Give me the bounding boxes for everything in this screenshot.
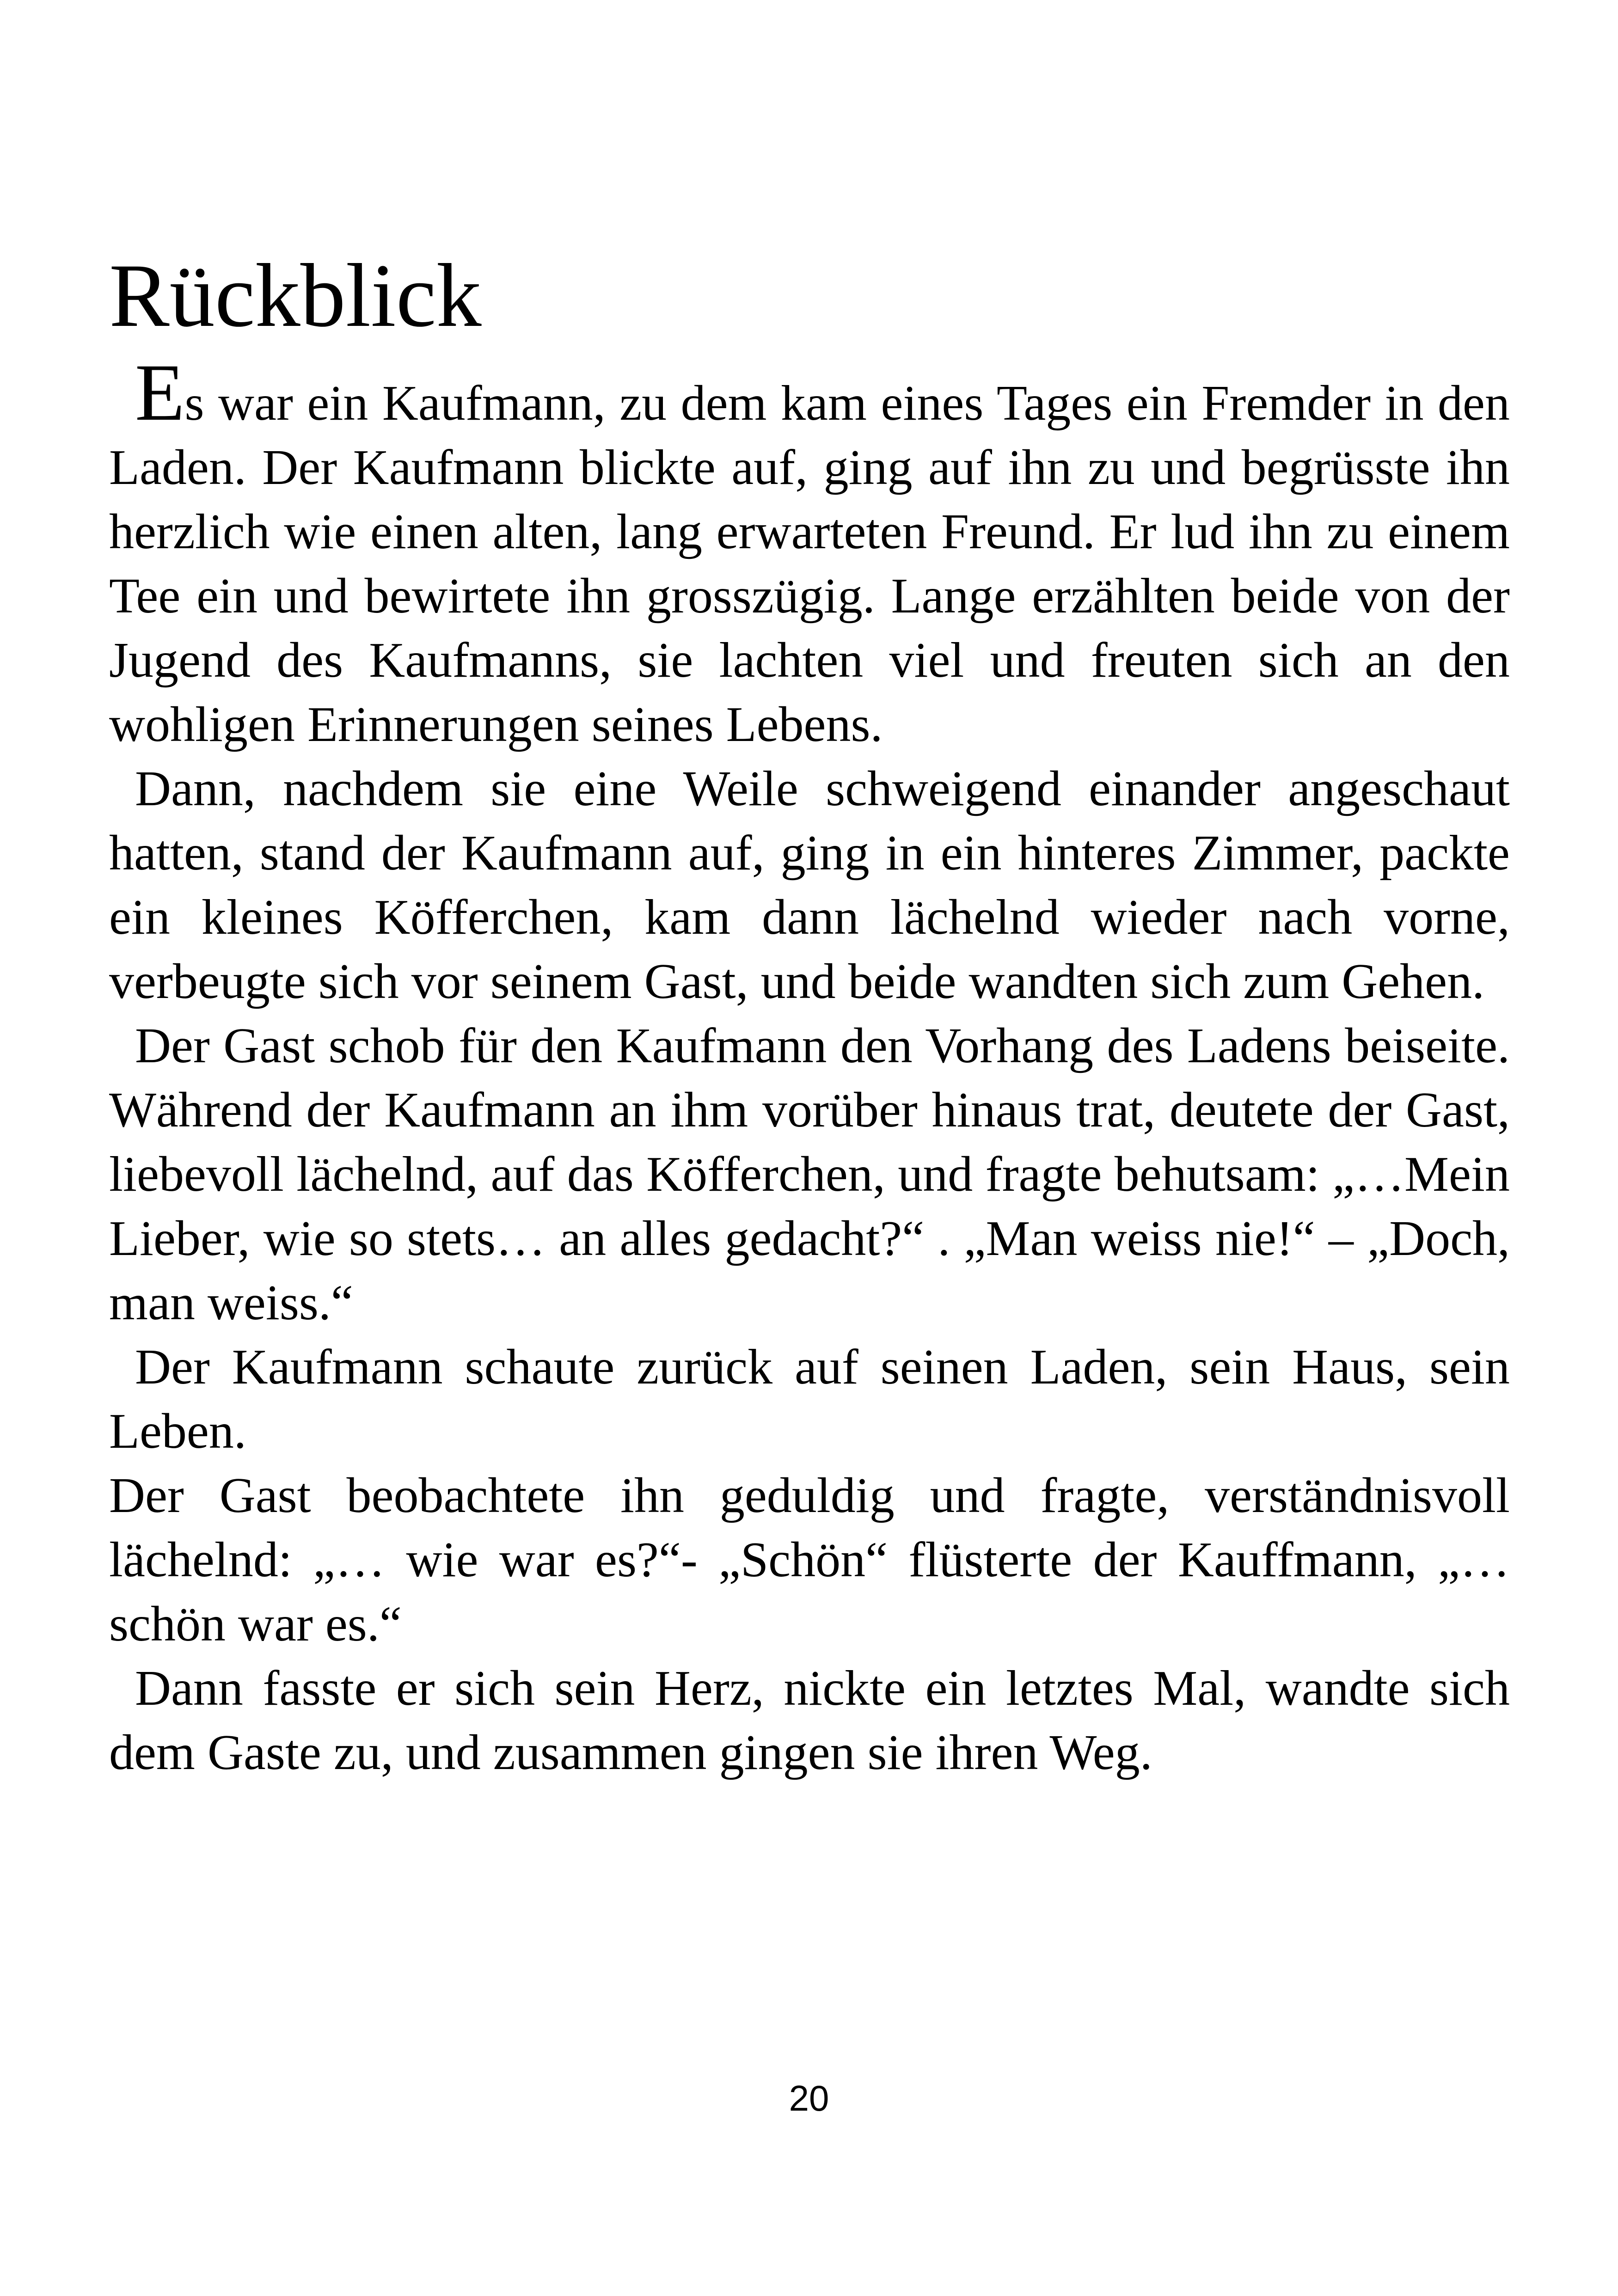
paragraph-5: Der Gast beobachtete ihn geduldig und fragte, verständnisvoll lächelnd: „… wie war es?“- „Schön“ flüsterte der Kauffmann, „…schön war es.“: [109, 1468, 1510, 1652]
paragraph-1: [109, 348, 1510, 757]
paragraph-1-text: s war ein Kaufmann, zu dem kam eines Tages ein Fremder in den Laden. Der Kaufmann blickte auf, ging auf ihn zu und begrüsste ihn herzlich wie einen alten, lang erwarteten Freund. Er lud ihn zu einem Tee ein und bewirtete ihn grosszügig. Lange erzählten beide von der Jugend des Kaufmanns, sie lachten viel und freuten sich an den wohligen Erinnerungen seines Lebens.: [109, 376, 1510, 752]
drop-cap: E: [135, 348, 185, 438]
story-title: Rückblick: [109, 245, 482, 346]
paragraph-3: Der Gast schob für den Kaufmann den Vorhang des Ladens beiseite. Während der Kaufmann an ihm vorüber hinaus trat, deutete der Gast, liebevoll lächelnd, auf das Köfferchen, und fragte behutsam: „…Mein Lieber, wie so stets… an alles gedacht?“ . „Man weiss nie!“ – „Doch, man weiss.“: [109, 1018, 1510, 1330]
paragraph-2: Dann, nachdem sie eine Weile schweigend einander angeschaut hatten, stand der Kaufmann auf, ging in ein hinteres Zimmer, packte ein kleines Köfferchen, kam dann lächelnd wieder nach vorne, verbeugte sich vor seinem Gast, und beide wandten sich zum Gehen.: [109, 761, 1510, 1009]
paragraph-4: Der Kaufmann schaute zurück auf seinen Laden, sein Haus, sein Leben.: [109, 1340, 1510, 1459]
paragraph-6: Dann fasste er sich sein Herz, nickte ein letztes Mal, wandte sich dem Gaste zu, und zusammen gingen sie ihren Weg.: [109, 1661, 1510, 1780]
story-body: [109, 348, 1510, 1785]
page-number: 20: [789, 2078, 829, 2118]
